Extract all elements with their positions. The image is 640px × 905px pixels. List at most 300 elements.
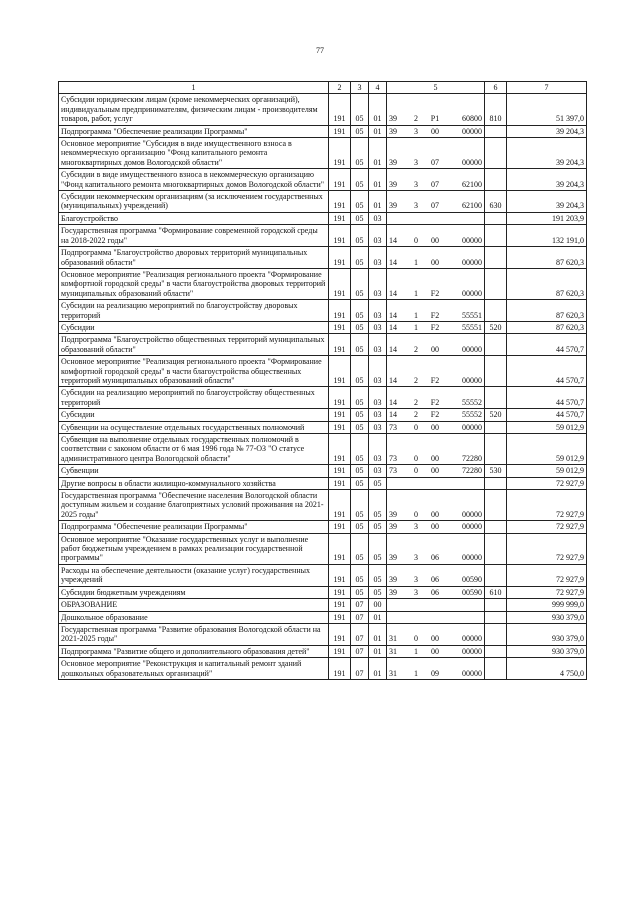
table-row [59, 533, 587, 564]
target-article-cell [387, 521, 485, 533]
expense-type-cell: 810 [485, 94, 507, 125]
target-article-part: 3 [414, 201, 418, 211]
page-number: 77 [316, 46, 324, 55]
target-article-part: 00000 [462, 288, 482, 298]
target-article-part: F2 [430, 397, 440, 407]
section-cell: 07 [351, 658, 369, 680]
amount-cell: 51 397,0 [507, 94, 587, 125]
grbs-cell: 191 [329, 225, 351, 247]
header-cell: 4 [369, 82, 387, 94]
target-article-part: 00000 [462, 509, 482, 519]
item-name-cell: Субсидии на реализацию мероприятий по благоустройству дворовых территорий [59, 300, 329, 322]
subsection-cell: 05 [369, 477, 387, 489]
target-article-part: 62100 [462, 201, 482, 211]
section-cell: 05 [351, 191, 369, 213]
item-name-cell: Субсидии [59, 321, 329, 333]
target-article-part: 14 [389, 235, 397, 245]
grbs-cell: 191 [329, 247, 351, 269]
grbs-cell: 191 [329, 490, 351, 521]
section-cell: 07 [351, 623, 369, 645]
target-article-part: 39 [389, 157, 397, 167]
target-article-part: 2 [414, 375, 418, 385]
target-article-part: 00000 [462, 257, 482, 267]
subsection-cell: 01 [369, 169, 387, 191]
target-article-cell [387, 387, 485, 409]
section-cell: 05 [351, 586, 369, 598]
grbs-cell: 191 [329, 138, 351, 169]
target-article-part: 00 [431, 634, 439, 644]
target-article-part: 2 [414, 114, 418, 124]
target-article-cell [387, 300, 485, 322]
target-article-part: 3 [414, 522, 418, 532]
target-article-cell [387, 645, 485, 657]
item-name-cell: Подпрограмма "Благоустройство дворовых территорий муниципальных образований области" [59, 247, 329, 269]
target-article-cell [387, 169, 485, 191]
table-row [59, 138, 587, 169]
expense-type-cell [485, 356, 507, 387]
expense-type-cell [485, 169, 507, 191]
table-row [59, 421, 587, 433]
table-row [59, 658, 587, 680]
expense-type-cell: 530 [485, 465, 507, 477]
table-row [59, 247, 587, 269]
section-cell: 05 [351, 490, 369, 521]
section-cell: 05 [351, 356, 369, 387]
target-article-part: P1 [430, 114, 440, 124]
subsection-cell: 03 [369, 334, 387, 356]
expense-type-cell [485, 645, 507, 657]
target-article-part: 2 [414, 397, 418, 407]
target-article-part: 14 [389, 397, 397, 407]
subsection-cell: 01 [369, 191, 387, 213]
target-article-cell [387, 225, 485, 247]
target-article-part: F2 [430, 410, 440, 420]
target-article-part: 06 [431, 553, 439, 563]
target-article-part: 00 [431, 126, 439, 136]
amount-cell: 87 620,3 [507, 321, 587, 333]
item-name-cell: Расходы на обеспечение деятельности (оказание услуг) государственных учреждений [59, 564, 329, 586]
section-cell: 05 [351, 94, 369, 125]
target-article-part: 00590 [462, 587, 482, 597]
target-article-part: 00 [431, 422, 439, 432]
target-article-part: 39 [389, 509, 397, 519]
grbs-cell: 191 [329, 387, 351, 409]
grbs-cell: 191 [329, 564, 351, 586]
header-cell: 3 [351, 82, 369, 94]
amount-cell: 930 379,0 [507, 645, 587, 657]
target-article-part: 3 [414, 587, 418, 597]
subsection-cell: 03 [369, 356, 387, 387]
target-article-cell [387, 533, 485, 564]
table-row [59, 334, 587, 356]
target-article-part: 72280 [462, 466, 482, 476]
target-article-part: 00000 [462, 344, 482, 354]
header-cell: 2 [329, 82, 351, 94]
amount-cell: 930 379,0 [507, 623, 587, 645]
item-name-cell: Основное мероприятие "Реализация регионального проекта "Формирование комфортной городской среды" в части благоустройства общественных территорий муниципальных образований области" [59, 356, 329, 387]
target-article-part: 2 [414, 344, 418, 354]
target-article-part: 39 [389, 179, 397, 189]
target-article-part: 00000 [462, 422, 482, 432]
amount-cell: 44 570,7 [507, 356, 587, 387]
table-row [59, 268, 587, 299]
amount-cell: 72 927,9 [507, 521, 587, 533]
subsection-cell: 05 [369, 586, 387, 598]
target-article-part: F2 [430, 322, 440, 332]
target-article-part: 39 [389, 587, 397, 597]
target-article-part: 00000 [462, 553, 482, 563]
amount-cell: 132 191,0 [507, 225, 587, 247]
expense-type-cell [485, 387, 507, 409]
budget-table [58, 81, 587, 680]
expense-type-cell [485, 490, 507, 521]
amount-cell: 72 927,9 [507, 490, 587, 521]
target-article-cell [387, 268, 485, 299]
section-cell: 05 [351, 300, 369, 322]
target-article-part: 39 [389, 201, 397, 211]
target-article-part: 00000 [462, 157, 482, 167]
target-article-part: 39 [389, 553, 397, 563]
amount-cell: 39 204,3 [507, 191, 587, 213]
expense-type-cell [485, 611, 507, 623]
target-article-part: 0 [414, 466, 418, 476]
amount-cell: 72 927,9 [507, 586, 587, 598]
section-cell: 05 [351, 268, 369, 299]
table-row [59, 623, 587, 645]
target-article-part: 00000 [462, 668, 482, 678]
target-article-part: 00 [431, 344, 439, 354]
section-cell: 05 [351, 334, 369, 356]
target-article-part: 1 [414, 288, 418, 298]
target-article-part: 00000 [462, 126, 482, 136]
target-article-part: 0 [414, 422, 418, 432]
subsection-cell: 01 [369, 125, 387, 137]
target-article-cell [387, 611, 485, 623]
target-article-part: 14 [389, 344, 397, 354]
target-article-cell [387, 94, 485, 125]
target-article-part: 2 [414, 410, 418, 420]
table-row [59, 225, 587, 247]
target-article-part: 73 [389, 422, 397, 432]
target-article-part: 55552 [462, 410, 482, 420]
subsection-cell: 01 [369, 94, 387, 125]
amount-cell: 930 379,0 [507, 611, 587, 623]
amount-cell: 87 620,3 [507, 300, 587, 322]
section-cell: 05 [351, 434, 369, 465]
amount-cell: 59 012,9 [507, 434, 587, 465]
target-article-cell [387, 125, 485, 137]
target-article-part: 00590 [462, 575, 482, 585]
target-article-part: 3 [414, 575, 418, 585]
target-article-part: 31 [389, 668, 397, 678]
target-article-part: 3 [414, 179, 418, 189]
section-cell: 05 [351, 521, 369, 533]
amount-cell: 191 203,9 [507, 212, 587, 224]
section-cell: 05 [351, 564, 369, 586]
target-article-part: 00000 [462, 522, 482, 532]
amount-cell: 39 204,3 [507, 169, 587, 191]
amount-cell: 72 927,9 [507, 564, 587, 586]
expense-type-cell [485, 658, 507, 680]
grbs-cell: 191 [329, 409, 351, 421]
subsection-cell: 05 [369, 521, 387, 533]
subsection-cell: 03 [369, 247, 387, 269]
target-article-cell [387, 247, 485, 269]
section-cell: 05 [351, 321, 369, 333]
grbs-cell: 191 [329, 477, 351, 489]
target-article-part: 39 [389, 126, 397, 136]
item-name-cell: Субсидии бюджетным учреждениям [59, 586, 329, 598]
section-cell: 07 [351, 645, 369, 657]
section-cell: 05 [351, 387, 369, 409]
amount-cell: 59 012,9 [507, 465, 587, 477]
target-article-part: 0 [414, 453, 418, 463]
expense-type-cell [485, 125, 507, 137]
subsection-cell: 03 [369, 434, 387, 465]
header-cell: 5 [387, 82, 485, 94]
item-name-cell: Субсидии на реализацию мероприятий по благоустройству общественных территорий [59, 387, 329, 409]
item-name-cell: Субвенции на осуществление отдельных государственных полномочий [59, 421, 329, 433]
target-article-part: 0 [414, 634, 418, 644]
table-row [59, 521, 587, 533]
item-name-cell: Подпрограмма "Обеспечение реализации Программы" [59, 521, 329, 533]
target-article-part: 62100 [462, 179, 482, 189]
target-article-part: 39 [389, 522, 397, 532]
amount-cell: 72 927,9 [507, 533, 587, 564]
target-article-part: 55551 [462, 322, 482, 332]
target-article-part: 00000 [462, 634, 482, 644]
grbs-cell: 191 [329, 421, 351, 433]
target-article-part: 1 [414, 668, 418, 678]
target-article-part: 60800 [462, 114, 482, 124]
target-article-part: 00 [431, 453, 439, 463]
grbs-cell: 191 [329, 94, 351, 125]
grbs-cell: 191 [329, 356, 351, 387]
target-article-part: 00 [431, 257, 439, 267]
section-cell: 05 [351, 169, 369, 191]
subsection-cell: 01 [369, 623, 387, 645]
target-article-part: 07 [431, 157, 439, 167]
header-cell: 6 [485, 82, 507, 94]
target-article-part: 14 [389, 288, 397, 298]
table-row [59, 94, 587, 125]
expense-type-cell [485, 138, 507, 169]
section-cell: 05 [351, 247, 369, 269]
target-article-cell [387, 623, 485, 645]
target-article-cell [387, 586, 485, 598]
item-name-cell: Государственная программа "Обеспечение населения Вологодской области доступным жильем и создание благоприятных условий проживания на 2021-2025 годы" [59, 490, 329, 521]
subsection-cell: 01 [369, 138, 387, 169]
table-row [59, 477, 587, 489]
subsection-cell: 03 [369, 409, 387, 421]
grbs-cell: 191 [329, 212, 351, 224]
table-row [59, 599, 587, 611]
section-cell: 05 [351, 421, 369, 433]
subsection-cell: 03 [369, 225, 387, 247]
target-article-part: 14 [389, 410, 397, 420]
table-row [59, 409, 587, 421]
expense-type-cell [485, 247, 507, 269]
target-article-cell [387, 321, 485, 333]
grbs-cell: 191 [329, 599, 351, 611]
table-row [59, 125, 587, 137]
item-name-cell: Субвенция на выполнение отдельных государственных полномочий в соответствии с законом области от 6 мая 1996 года № 77-ОЗ "О статусе административного центра Вологодской области" [59, 434, 329, 465]
amount-cell: 59 012,9 [507, 421, 587, 433]
table-row [59, 169, 587, 191]
subsection-cell: 05 [369, 564, 387, 586]
grbs-cell: 191 [329, 434, 351, 465]
table-row [59, 387, 587, 409]
header-cell: 1 [59, 82, 329, 94]
target-article-part: 1 [414, 310, 418, 320]
grbs-cell: 191 [329, 586, 351, 598]
target-article-part: 06 [431, 587, 439, 597]
item-name-cell: Подпрограмма "Благоустройство общественных территорий муниципальных образований области" [59, 334, 329, 356]
target-article-cell [387, 658, 485, 680]
target-article-cell [387, 356, 485, 387]
expense-type-cell: 520 [485, 409, 507, 421]
target-article-part: 1 [414, 257, 418, 267]
target-article-part: 72280 [462, 453, 482, 463]
target-article-cell [387, 212, 485, 224]
expense-type-cell [485, 599, 507, 611]
target-article-part: 3 [414, 126, 418, 136]
target-article-part: F2 [430, 288, 440, 298]
subsection-cell: 03 [369, 387, 387, 409]
target-article-part: 73 [389, 466, 397, 476]
item-name-cell: Основное мероприятие "Оказание государственных услуг и выполнение работ бюджетным учреждением в рамках реализации государственной программы" [59, 533, 329, 564]
table-row [59, 645, 587, 657]
item-name-cell: Подпрограмма "Развитие общего и дополнительного образования детей" [59, 645, 329, 657]
target-article-part: 31 [389, 634, 397, 644]
expense-type-cell: 610 [485, 586, 507, 598]
grbs-cell: 191 [329, 658, 351, 680]
target-article-part: 00000 [462, 375, 482, 385]
target-article-part: 73 [389, 453, 397, 463]
item-name-cell: Субсидии в виде имущественного взноса в некоммерческую организацию "Фонд капитального ремонта многоквартирных домов Вологодской области" [59, 169, 329, 191]
subsection-cell: 03 [369, 300, 387, 322]
subsection-cell: 03 [369, 212, 387, 224]
item-name-cell: Подпрограмма "Обеспечение реализации Программы" [59, 125, 329, 137]
table-row [59, 191, 587, 213]
target-article-part: 0 [414, 509, 418, 519]
grbs-cell: 191 [329, 521, 351, 533]
amount-cell: 39 204,3 [507, 125, 587, 137]
grbs-cell: 191 [329, 334, 351, 356]
amount-cell: 39 204,3 [507, 138, 587, 169]
target-article-cell [387, 409, 485, 421]
amount-cell: 44 570,7 [507, 334, 587, 356]
section-cell: 05 [351, 138, 369, 169]
amount-cell: 44 570,7 [507, 387, 587, 409]
target-article-part: 1 [414, 646, 418, 656]
expense-type-cell [485, 533, 507, 564]
subsection-cell: 05 [369, 533, 387, 564]
section-cell: 05 [351, 409, 369, 421]
section-cell: 07 [351, 611, 369, 623]
expense-type-cell [485, 225, 507, 247]
amount-cell: 87 620,3 [507, 247, 587, 269]
target-article-part: 55551 [462, 310, 482, 320]
section-cell: 05 [351, 465, 369, 477]
item-name-cell: Благоустройство [59, 212, 329, 224]
table-row [59, 564, 587, 586]
section-cell: 05 [351, 225, 369, 247]
target-article-part: 14 [389, 257, 397, 267]
grbs-cell: 191 [329, 465, 351, 477]
section-cell: 05 [351, 477, 369, 489]
target-article-cell [387, 465, 485, 477]
target-article-cell [387, 490, 485, 521]
subsection-cell: 03 [369, 465, 387, 477]
section-cell: 07 [351, 599, 369, 611]
item-name-cell: Дошкольное образование [59, 611, 329, 623]
subsection-cell: 00 [369, 599, 387, 611]
item-name-cell: Субвенции [59, 465, 329, 477]
section-cell: 05 [351, 125, 369, 137]
target-article-part: 39 [389, 114, 397, 124]
target-article-part: 14 [389, 322, 397, 332]
item-name-cell: Субсидии [59, 409, 329, 421]
table-row [59, 465, 587, 477]
item-name-cell: Основное мероприятие "Реконструкция и капитальный ремонт зданий дошкольных образовательных организаций" [59, 658, 329, 680]
amount-cell: 87 620,3 [507, 268, 587, 299]
target-article-part: 07 [431, 201, 439, 211]
item-name-cell: Субсидии юридическим лицам (кроме некоммерческих организаций), индивидуальным предпринимателям, физическим лицам - производителям товаров, работ, услуг [59, 94, 329, 125]
target-article-part: 06 [431, 575, 439, 585]
item-name-cell: Государственная программа "Развитие образования Вологодской области на 2021-2025 годы" [59, 623, 329, 645]
item-name-cell: Государственная программа "Формирование современной городской среды на 2018-2022 годы" [59, 225, 329, 247]
target-article-cell [387, 477, 485, 489]
amount-cell: 44 570,7 [507, 409, 587, 421]
grbs-cell: 191 [329, 533, 351, 564]
target-article-part: 07 [431, 179, 439, 189]
amount-cell: 72 927,9 [507, 477, 587, 489]
expense-type-cell [485, 477, 507, 489]
expense-type-cell [485, 623, 507, 645]
grbs-cell: 191 [329, 300, 351, 322]
grbs-cell: 191 [329, 125, 351, 137]
table-header-row [59, 82, 587, 94]
target-article-cell [387, 434, 485, 465]
expense-type-cell [485, 334, 507, 356]
table-row [59, 356, 587, 387]
target-article-part: 0 [414, 235, 418, 245]
subsection-cell: 03 [369, 321, 387, 333]
table-row [59, 434, 587, 465]
target-article-part: 00 [431, 509, 439, 519]
item-name-cell: ОБРАЗОВАНИЕ [59, 599, 329, 611]
target-article-cell [387, 564, 485, 586]
subsection-cell: 01 [369, 658, 387, 680]
subsection-cell: 03 [369, 421, 387, 433]
target-article-cell [387, 421, 485, 433]
target-article-part: 3 [414, 553, 418, 563]
table-row [59, 321, 587, 333]
amount-cell: 999 999,0 [507, 599, 587, 611]
amount-cell: 4 750,0 [507, 658, 587, 680]
grbs-cell: 191 [329, 611, 351, 623]
grbs-cell: 191 [329, 169, 351, 191]
grbs-cell: 191 [329, 321, 351, 333]
item-name-cell: Другие вопросы в области жилищно-коммунального хозяйства [59, 477, 329, 489]
target-article-part: 55552 [462, 397, 482, 407]
expense-type-cell [485, 268, 507, 299]
item-name-cell: Основное мероприятие "Субсидия в виде имущественного взноса в некоммерческую организацию "Фонд капитального ремонта многоквартирных домов Вологодской области" [59, 138, 329, 169]
target-article-cell [387, 334, 485, 356]
subsection-cell: 05 [369, 490, 387, 521]
target-article-part: 00 [431, 522, 439, 532]
